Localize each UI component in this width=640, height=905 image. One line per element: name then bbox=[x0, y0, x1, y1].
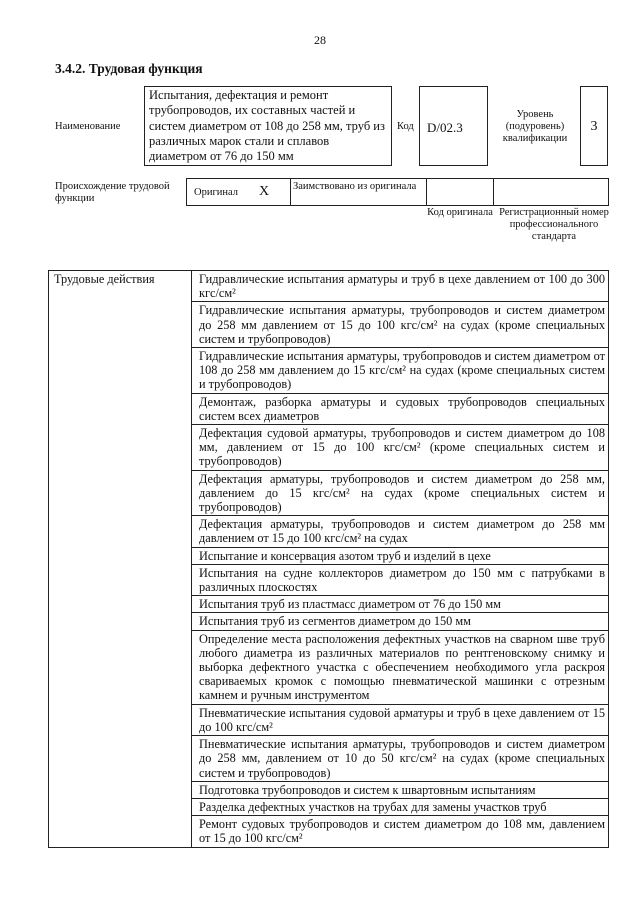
list-item: Ремонт судовых трубопроводов и систем диаметром до 108 мм, давлением от 15 до 100 кгс/см² bbox=[192, 816, 609, 847]
labor-actions-table bbox=[48, 270, 609, 848]
table-row bbox=[49, 271, 609, 302]
list-item: Определение места расположения дефектных участков на сварном шве труб любого диаметра из различных материалов по рентгеновскому снимку и выборка дефектного участка с обеспечением необходимого угла раскроя свариваемых кромок с помощью пневматической машинки с отрезным камнем и ручным инструментом bbox=[192, 630, 609, 704]
list-item: Испытания труб из сегментов диаметром до 150 мм bbox=[192, 613, 609, 630]
list-item: Испытания труб из пластмасс диаметром от 76 до 150 мм bbox=[192, 596, 609, 613]
code-original-caption: Код оригинала bbox=[427, 207, 493, 218]
list-item: Дефектация арматуры, трубопроводов и систем диаметром до 258 мм давлением от 15 до 100 кгс/см² на судах bbox=[192, 516, 609, 547]
section-title: 3.4.2. Трудовая функция bbox=[55, 61, 203, 76]
list-item: Пневматические испытания арматуры, трубопроводов и систем диаметром до 258 мм, давлением от 10 до 50 кгс/см² на судах (кроме специальных систем и трубопроводов) bbox=[192, 736, 609, 782]
level-value: 3 bbox=[580, 86, 608, 166]
name-value: Испытания, дефектация и ремонт трубопроводов, их составных частей и систем диаметром от 108 до 258 мм, труб из различных марок стали и сплавов диаметром от 76 до 150 мм bbox=[144, 86, 392, 166]
list-item: Демонтаж, разборка арматуры и судовых трубопроводов специальных систем всех диаметров bbox=[192, 393, 609, 424]
origin-divider-2 bbox=[426, 178, 427, 206]
list-item: Дефектация судовой арматуры, трубопроводов и систем диаметром до 108 мм, давлением от 15 до 100 кгс/см² (кроме специальных систем и трубопроводов) bbox=[192, 425, 609, 471]
code-label: Код bbox=[397, 121, 414, 132]
list-item: Подготовка трубопроводов и систем к швартовным испытаниям bbox=[192, 781, 609, 798]
labor-actions-header: Трудовые действия bbox=[49, 271, 192, 848]
list-item: Испытания на судне коллекторов диаметром до 150 мм с патрубками в различных плоскостях bbox=[192, 564, 609, 595]
level-label: Уровень (подуровень) квалификации bbox=[502, 109, 568, 144]
code-value: D/02.3 bbox=[419, 86, 488, 166]
origin-label: Происхождение трудовой функции bbox=[55, 181, 170, 204]
list-item: Испытание и консервация азотом труб и изделий в цехе bbox=[192, 547, 609, 564]
original-mark: X bbox=[259, 184, 270, 199]
list-item: Пневматические испытания судовой арматуры и труб в цехе давлением от 15 до 100 кгс/см² bbox=[192, 704, 609, 735]
list-item: Гидравлические испытания арматуры, трубопроводов и систем диаметром от 108 до 258 мм давлением до 15 кгс/см² на судах (кроме специальных систем и трубопроводов) bbox=[192, 348, 609, 394]
list-item: Разделка дефектных участков на трубах для замены участков труб bbox=[192, 798, 609, 815]
list-item: Гидравлические испытания арматуры, трубопроводов и систем диаметром до 258 мм давлением от 15 до 100 кгс/см² на судах (кроме специальных систем и трубопроводов) bbox=[192, 302, 609, 348]
name-label: Наименование bbox=[55, 121, 121, 132]
original-label: Оригинал bbox=[194, 187, 238, 198]
list-item: Дефектация арматуры, трубопроводов и систем диаметром до 258 мм, давлением до 15 кгс/см² на судах (кроме специальных систем и трубопроводов) bbox=[192, 470, 609, 516]
origin-divider-1 bbox=[290, 178, 291, 206]
reg-number-caption: Регистрационный номер профессионального стандарта bbox=[499, 207, 609, 242]
list-item: Гидравлические испытания арматуры и труб в цехе давлением от 100 до 300 кгс/см² bbox=[192, 271, 609, 302]
page-number: 28 bbox=[314, 33, 326, 47]
origin-divider-3 bbox=[493, 178, 494, 206]
borrowed-label: Заимствовано из оригинала bbox=[293, 181, 417, 192]
